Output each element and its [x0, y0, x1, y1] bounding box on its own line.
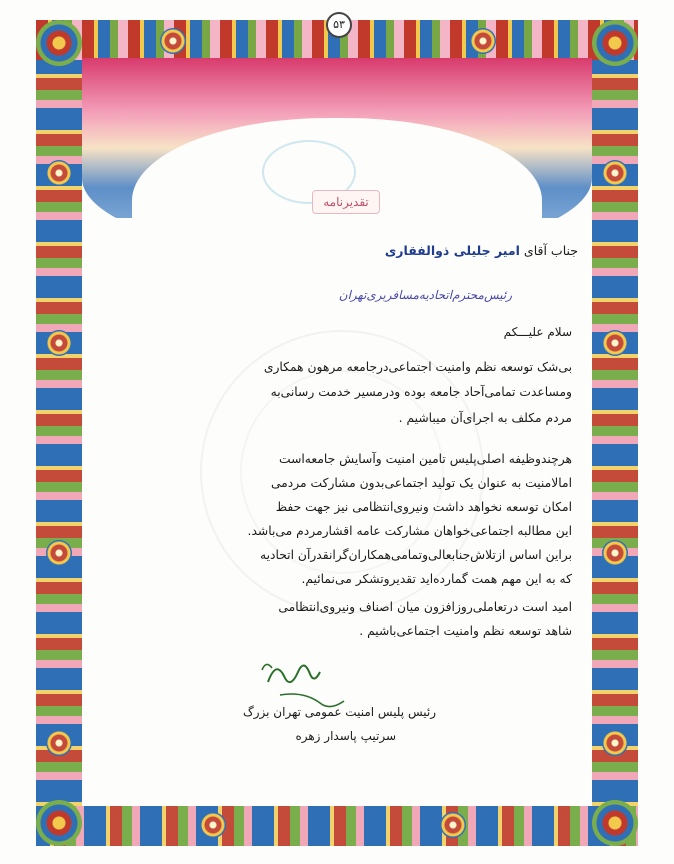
greeting: سلام علیـــکم — [503, 325, 572, 339]
corner-ornament-icon — [592, 20, 638, 66]
flower-motif-icon — [46, 540, 72, 566]
corner-ornament-icon — [36, 20, 82, 66]
flower-motif-icon — [46, 730, 72, 756]
corner-ornament-icon — [592, 800, 638, 846]
flower-motif-icon — [160, 28, 186, 54]
body-line: امید است درتعاملی‌روزافزون میان اصناف ونیروی‌انتظامی — [278, 600, 572, 614]
body-line: هرچندوظیفه اصلی‌پلیس تامین امنیت وآسایش جامعه‌است — [279, 452, 572, 466]
flower-motif-icon — [46, 330, 72, 356]
watermark-emblem-inner-icon — [240, 370, 444, 574]
addressee-position: رئیس‌محترم‌اتحادیه‌مسافربری‌تهران — [338, 288, 512, 302]
ornamental-border-bottom — [36, 806, 638, 846]
corner-ornament-icon — [36, 800, 82, 846]
addressee-line — [385, 243, 578, 258]
flower-motif-icon — [602, 330, 628, 356]
body-line: امکان توسعه نخواهد داشت ونیروی‌انتظامی نیز جهت حفظ — [275, 500, 572, 514]
body-line: مردم مکلف به اجرای‌آن میباشیم . — [398, 411, 572, 425]
flower-motif-icon — [470, 28, 496, 54]
body-line: امالامنیت به عنوان یک تولید اجتماعی‌بدون مشارکت مردمی — [270, 476, 572, 490]
flower-motif-icon — [602, 540, 628, 566]
flower-motif-icon — [440, 812, 466, 838]
body-line: براین اساس ازتلاش‌جنابعالی‌وتمامی‌همکاران‌گرانقدرآن اتحادیه — [259, 548, 572, 562]
body-line: ومساعدت تمامی‌آحاد جامعه بوده ودرمسیر خدمت رسانی‌به — [270, 385, 572, 399]
certificate-title: تقدیرنامه — [312, 190, 380, 214]
flower-motif-icon — [602, 730, 628, 756]
flower-motif-icon — [200, 812, 226, 838]
addressee-name: امیر جلیلی ذوالفقاری — [384, 243, 520, 258]
body-line: که به این مهم همت گمارده‌اید تقدیروتشکر می‌نمائیم. — [301, 572, 572, 586]
signatory-title: رئیس پلیس امنیت عمومی تهران بزرگ — [242, 705, 436, 719]
addressee-prefix: جناب آقای — [523, 243, 578, 258]
top-seal-mark: ۵۳ — [326, 12, 352, 38]
flower-motif-icon — [46, 160, 72, 186]
body-line: این مطالبه اجتماعی‌خواهان مشارکت عامه اقشارمردم می‌باشد. — [247, 524, 572, 538]
signatory-name: سرتیپ پاسدار زهره — [295, 729, 396, 743]
flower-motif-icon — [602, 160, 628, 186]
body-line: شاهد توسعه نظم وامنیت اجتماعی‌باشیم . — [359, 624, 572, 638]
body-line: بی‌شک توسعه نظم وامنیت اجتماعی‌درجامعه مرهون همکاری — [263, 360, 572, 374]
